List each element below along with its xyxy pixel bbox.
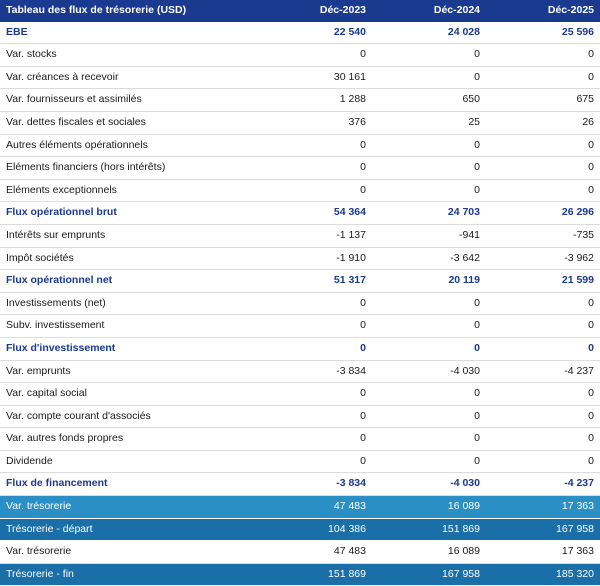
table-row bbox=[0, 134, 600, 157]
row-value: 22 540 bbox=[258, 22, 372, 44]
row-value: 30 161 bbox=[258, 66, 372, 89]
row-value: 0 bbox=[486, 383, 600, 406]
row-value: 167 958 bbox=[486, 518, 600, 541]
row-label: Var. trésorerie bbox=[0, 496, 258, 519]
row-value: 0 bbox=[486, 428, 600, 451]
row-label: Var. stocks bbox=[0, 44, 258, 67]
row-value: 0 bbox=[486, 292, 600, 315]
row-value: 0 bbox=[372, 428, 486, 451]
row-value: 0 bbox=[486, 66, 600, 89]
table-row bbox=[0, 202, 600, 225]
table-row bbox=[0, 270, 600, 293]
table-row bbox=[0, 22, 600, 44]
table-row bbox=[0, 473, 600, 496]
row-value: 0 bbox=[372, 292, 486, 315]
row-value: 25 596 bbox=[486, 22, 600, 44]
row-label: Investissements (net) bbox=[0, 292, 258, 315]
row-value: 0 bbox=[372, 337, 486, 360]
row-value: 0 bbox=[486, 405, 600, 428]
row-label: Flux de financement bbox=[0, 473, 258, 496]
row-value: 25 bbox=[372, 111, 486, 134]
table-row bbox=[0, 89, 600, 112]
column-header-2: Déc-2024 bbox=[372, 0, 486, 22]
row-value: 0 bbox=[486, 44, 600, 67]
row-label: Eléments exceptionnels bbox=[0, 179, 258, 202]
row-label: Var. capital social bbox=[0, 383, 258, 406]
row-value: 0 bbox=[372, 66, 486, 89]
row-value: 0 bbox=[372, 179, 486, 202]
row-value: 16 089 bbox=[372, 496, 486, 519]
row-label: Trésorerie - fin bbox=[0, 563, 258, 586]
row-value: 0 bbox=[372, 157, 486, 180]
row-value: -1 137 bbox=[258, 224, 372, 247]
row-value: 675 bbox=[486, 89, 600, 112]
table-row bbox=[0, 66, 600, 89]
row-value: -3 834 bbox=[258, 360, 372, 383]
row-value: 151 869 bbox=[372, 518, 486, 541]
row-value: 0 bbox=[258, 383, 372, 406]
table-row bbox=[0, 315, 600, 338]
row-label: Autres éléments opérationnels bbox=[0, 134, 258, 157]
table-row bbox=[0, 292, 600, 315]
column-header-3: Déc-2025 bbox=[486, 0, 600, 22]
table-row bbox=[0, 157, 600, 180]
row-value: 0 bbox=[486, 157, 600, 180]
row-value: -735 bbox=[486, 224, 600, 247]
table-row bbox=[0, 111, 600, 134]
row-label: Var. créances à recevoir bbox=[0, 66, 258, 89]
table-row bbox=[0, 337, 600, 360]
table-row bbox=[0, 450, 600, 473]
row-label: Flux d'investissement bbox=[0, 337, 258, 360]
table-row bbox=[0, 518, 600, 541]
row-label: Dividende bbox=[0, 450, 258, 473]
row-value: 54 364 bbox=[258, 202, 372, 225]
table-row bbox=[0, 44, 600, 67]
row-value: 0 bbox=[372, 315, 486, 338]
row-value: 17 363 bbox=[486, 541, 600, 564]
row-value: 24 703 bbox=[372, 202, 486, 225]
row-label: Impôt sociétés bbox=[0, 247, 258, 270]
row-value: 0 bbox=[258, 134, 372, 157]
row-value: 0 bbox=[486, 337, 600, 360]
row-value: 0 bbox=[258, 337, 372, 360]
row-label: Var. trésorerie bbox=[0, 541, 258, 564]
table-row bbox=[0, 179, 600, 202]
row-label: Eléments financiers (hors intérêts) bbox=[0, 157, 258, 180]
row-value: -941 bbox=[372, 224, 486, 247]
table-row bbox=[0, 541, 600, 564]
row-label: Var. autres fonds propres bbox=[0, 428, 258, 451]
row-value: 151 869 bbox=[258, 563, 372, 586]
row-value: 167 958 bbox=[372, 563, 486, 586]
table-title: Tableau des flux de trésorerie (USD) bbox=[0, 0, 258, 22]
row-value: 0 bbox=[258, 292, 372, 315]
row-label: Subv. investissement bbox=[0, 315, 258, 338]
row-value: 0 bbox=[258, 157, 372, 180]
row-value: 650 bbox=[372, 89, 486, 112]
table-header-row bbox=[0, 0, 600, 22]
row-value: 21 599 bbox=[486, 270, 600, 293]
row-value: 0 bbox=[486, 450, 600, 473]
row-label: Trésorerie - départ bbox=[0, 518, 258, 541]
row-value: 1 288 bbox=[258, 89, 372, 112]
row-value: 16 089 bbox=[372, 541, 486, 564]
row-label: EBE bbox=[0, 22, 258, 44]
row-value: 104 386 bbox=[258, 518, 372, 541]
table-row bbox=[0, 383, 600, 406]
row-value: 0 bbox=[258, 179, 372, 202]
table-row bbox=[0, 405, 600, 428]
row-value: 0 bbox=[486, 315, 600, 338]
table-row bbox=[0, 428, 600, 451]
row-value: -4 030 bbox=[372, 473, 486, 496]
row-value: -1 910 bbox=[258, 247, 372, 270]
row-value: 26 bbox=[486, 111, 600, 134]
row-value: 0 bbox=[258, 44, 372, 67]
row-label: Var. fournisseurs et assimilés bbox=[0, 89, 258, 112]
row-value: 0 bbox=[372, 405, 486, 428]
row-value: 0 bbox=[258, 405, 372, 428]
row-value: -3 962 bbox=[486, 247, 600, 270]
table-row bbox=[0, 247, 600, 270]
row-label: Intérêts sur emprunts bbox=[0, 224, 258, 247]
row-value: 0 bbox=[258, 450, 372, 473]
table-row bbox=[0, 224, 600, 247]
row-value: 0 bbox=[486, 134, 600, 157]
row-value: 0 bbox=[372, 383, 486, 406]
row-value: 47 483 bbox=[258, 541, 372, 564]
row-value: 0 bbox=[258, 428, 372, 451]
row-value: -4 030 bbox=[372, 360, 486, 383]
row-label: Flux opérationnel net bbox=[0, 270, 258, 293]
row-value: -3 642 bbox=[372, 247, 486, 270]
row-value: -4 237 bbox=[486, 360, 600, 383]
row-value: 20 119 bbox=[372, 270, 486, 293]
row-value: 185 320 bbox=[486, 563, 600, 586]
row-value: 17 363 bbox=[486, 496, 600, 519]
table-row bbox=[0, 563, 600, 586]
row-value: 0 bbox=[258, 315, 372, 338]
row-value: -4 237 bbox=[486, 473, 600, 496]
row-value: 376 bbox=[258, 111, 372, 134]
row-label: Var. emprunts bbox=[0, 360, 258, 383]
column-header-1: Déc-2023 bbox=[258, 0, 372, 22]
table-row bbox=[0, 360, 600, 383]
row-label: Flux opérationnel brut bbox=[0, 202, 258, 225]
row-value: 24 028 bbox=[372, 22, 486, 44]
row-value: 47 483 bbox=[258, 496, 372, 519]
row-value: -3 834 bbox=[258, 473, 372, 496]
row-value: 0 bbox=[372, 134, 486, 157]
row-value: 26 296 bbox=[486, 202, 600, 225]
row-label: Var. dettes fiscales et sociales bbox=[0, 111, 258, 134]
row-value: 51 317 bbox=[258, 270, 372, 293]
row-label: Var. compte courant d'associés bbox=[0, 405, 258, 428]
row-value: 0 bbox=[486, 179, 600, 202]
row-value: 0 bbox=[372, 450, 486, 473]
row-value: 0 bbox=[372, 44, 486, 67]
